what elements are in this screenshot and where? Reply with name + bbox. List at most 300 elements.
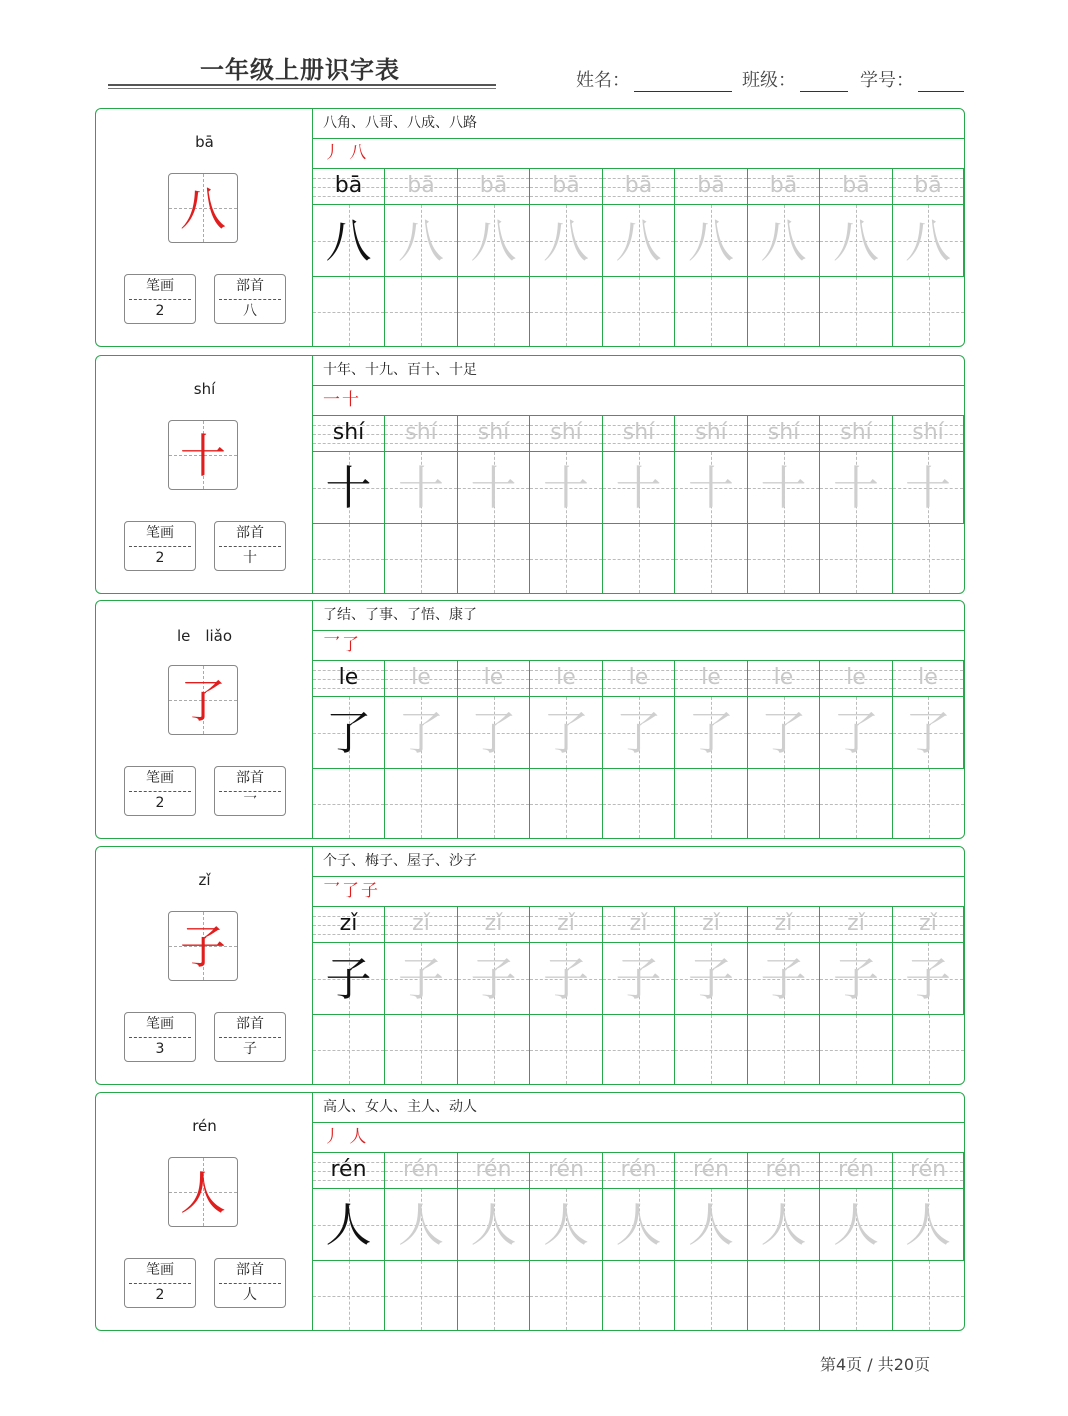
stroke-count-box [124,274,196,324]
blank-writing-cell[interactable] [385,524,458,593]
pinyin-trace: rén [765,1157,802,1182]
stroke-count-box [124,1012,196,1062]
grid-guide [675,804,747,805]
character-info-panel [96,109,313,346]
radical-value: 八 [243,303,257,319]
character-trace: 子 [543,952,589,1006]
blank-writing-cell[interactable] [820,524,893,593]
writing-cell[interactable] [893,205,964,277]
character-pinyin: le liǎo [176,627,233,645]
pinyin-trace: zǐ [629,911,648,936]
pinyin-trace: rén [837,1157,875,1182]
grid-guide [820,1296,892,1297]
blank-writing-cell[interactable] [603,769,675,838]
grid-guide [820,804,892,805]
blank-writing-cell[interactable] [748,1015,820,1084]
grid-guide [820,559,892,560]
character-display-box [168,173,238,243]
pinyin-cell[interactable] [385,416,458,452]
grid-guide [385,1050,457,1051]
writing-cell[interactable] [893,943,964,1015]
writing-cell[interactable] [385,943,458,1015]
blank-writing-cell[interactable] [385,1015,458,1084]
writing-cell[interactable] [675,205,748,277]
grid-guide [675,1050,747,1051]
character-info-panel [96,1093,313,1330]
grid-guide [458,312,529,313]
writing-cell[interactable] [675,1189,748,1261]
character-trace: 了 [905,706,951,760]
stroke-count-value: 2 [155,1287,165,1303]
grid-guide [385,559,457,560]
stroke-count-value: 2 [155,550,165,566]
pinyin-cell[interactable] [603,1153,675,1189]
character-trace: 了 [760,706,807,760]
pinyin-model: zǐ [339,911,358,936]
blank-writing-cell[interactable] [458,524,530,593]
writing-cell[interactable] [385,1189,458,1261]
writing-cell[interactable] [748,1189,820,1261]
character-trace: 了 [543,706,589,760]
radical-box [214,1012,286,1062]
pinyin-cell[interactable] [385,1153,458,1189]
blank-writing-cell[interactable] [748,277,820,346]
writing-cell[interactable] [458,943,530,1015]
stroke-order: 一十 [313,386,964,416]
pinyin-cell[interactable] [530,661,603,697]
stroke-count-box [124,1258,196,1308]
character-trace: 八 [760,214,807,268]
grid-guide [603,312,674,313]
pinyin-cell[interactable] [748,907,820,943]
writing-cell [313,205,385,277]
stroke-count-label: 笔画 [146,1262,174,1278]
pinyin-cell[interactable] [820,661,893,697]
character-glyph: 了 [180,674,226,728]
pinyin-cell[interactable] [385,661,458,697]
divider [129,791,191,792]
pinyin-trace: le [411,665,431,690]
example-words: 高人、女人、主人、动人 [313,1093,964,1123]
blank-writing-cell[interactable] [530,524,603,593]
blank-writing-cell[interactable] [893,1261,964,1330]
blank-writing-cell[interactable] [603,1015,675,1084]
character-info-panel [96,847,313,1084]
pinyin-trace: rén [402,1157,440,1182]
writing-cell[interactable] [530,452,603,524]
pinyin-trace: shí [477,420,510,445]
blank-writing-cell[interactable] [530,277,603,346]
radical-value: 人 [243,1287,257,1303]
writing-cell[interactable] [530,1189,603,1261]
pinyin-trace: rén [475,1157,512,1182]
writing-cell[interactable] [748,205,820,277]
stroke-count-label: 笔画 [146,525,174,541]
pinyin-cell[interactable] [820,169,893,205]
pinyin-trace: le [773,665,794,690]
practice-grid [313,661,964,838]
character-trace: 十 [688,461,734,515]
writing-cell[interactable] [603,697,675,769]
pinyin-cell[interactable] [893,907,964,943]
blank-writing-cell[interactable] [313,1261,385,1330]
pinyin-cell[interactable] [458,661,530,697]
stroke-count-value: 2 [155,795,165,811]
worksheet-header [0,0,1068,100]
practice-panel [313,356,964,593]
pinyin-cell[interactable] [893,661,964,697]
writing-cell[interactable] [748,452,820,524]
divider [129,1037,191,1038]
pinyin-model: rén [330,1157,367,1182]
character-trace: 十 [833,461,879,515]
blank-writing-cell[interactable] [458,1015,530,1084]
radical-value: 乛 [243,795,257,811]
blank-writing-cell[interactable] [603,277,675,346]
grid-guide [313,1050,384,1051]
writing-cell[interactable] [530,205,603,277]
blank-writing-cell[interactable] [820,1261,893,1330]
pinyin-trace: bā [914,173,942,198]
pinyin-cell[interactable] [893,416,964,452]
writing-cell[interactable] [820,697,893,769]
practice-panel [313,601,964,838]
pinyin-cell[interactable] [748,416,820,452]
blank-writing-cell[interactable] [893,769,964,838]
pinyin-trace: shí [912,420,944,445]
character-block [95,600,965,839]
pinyin-cell[interactable] [603,169,675,205]
blank-writing-cell[interactable] [603,524,675,593]
blank-writing-cell[interactable] [385,1261,458,1330]
blank-writing-cell[interactable] [675,1261,748,1330]
blank-writing-cell[interactable] [675,524,748,593]
character-glyph: 人 [180,1166,226,1220]
writing-cell[interactable] [893,452,964,524]
grid-guide [603,804,674,805]
pinyin-cell[interactable] [748,169,820,205]
character-pinyin: bā [195,133,214,151]
pinyin-cell[interactable] [458,1153,530,1189]
pinyin-cell[interactable] [893,1153,964,1189]
writing-cell[interactable] [458,1189,530,1261]
pinyin-trace: rén [620,1157,657,1182]
writing-cell[interactable] [603,1189,675,1261]
writing-cell[interactable] [530,943,603,1015]
pinyin-cell[interactable] [603,907,675,943]
pinyin-trace: rén [909,1157,947,1182]
pinyin-cell[interactable] [675,907,748,943]
grid-guide [458,1296,529,1297]
practice-grid [313,907,964,1084]
character-trace: 人 [833,1198,879,1252]
grid-guide [893,1050,964,1051]
pinyin-trace: zǐ [702,911,720,936]
class-line[interactable] [800,73,848,92]
grid-guide [893,312,964,313]
grid-guide [530,804,602,805]
character-trace: 八 [615,214,662,268]
pinyin-cell[interactable] [675,416,748,452]
character-pinyin: zǐ [198,871,211,889]
pinyin-cell[interactable] [820,416,893,452]
blank-writing-cell[interactable] [820,1015,893,1084]
character-pinyin: rén [192,1117,217,1135]
grid-guide [893,804,964,805]
pinyin-cell[interactable] [530,416,603,452]
writing-cell[interactable] [603,205,675,277]
grid-guide [458,804,529,805]
blank-writing-cell[interactable] [530,1015,603,1084]
grid-guide [748,559,819,560]
pinyin-cell[interactable] [530,1153,603,1189]
grid-guide [893,1296,964,1297]
divider [219,791,281,792]
writing-cell[interactable] [820,205,893,277]
character-trace: 人 [905,1198,951,1252]
pinyin-cell[interactable] [748,1153,820,1189]
blank-writing-cell[interactable] [385,277,458,346]
writing-cell[interactable] [603,943,675,1015]
character-trace: 了 [398,706,444,760]
radical-value: 十 [243,550,257,566]
pinyin-model: bā [334,173,363,198]
character-trace: 子 [470,952,517,1006]
student-id-line[interactable] [918,73,964,92]
character-trace: 八 [833,214,879,268]
stroke-order: 丿 八 [313,139,964,169]
grid-guide [820,1050,892,1051]
blank-writing-cell[interactable] [675,277,748,346]
character-display-box [168,420,238,490]
writing-cell[interactable] [458,205,530,277]
example-words: 了结、了事、了悟、康了 [313,601,964,631]
pinyin-trace: zǐ [412,911,430,936]
practice-grid [313,1153,964,1330]
grid-guide [313,559,384,560]
pinyin-trace: le [628,665,649,690]
pinyin-cell[interactable] [458,169,530,205]
writing-cell[interactable] [385,697,458,769]
blank-writing-cell[interactable] [748,769,820,838]
practice-panel [313,109,964,346]
writing-cell[interactable] [820,452,893,524]
blank-writing-cell[interactable] [458,277,530,346]
pinyin-trace: le [556,665,576,690]
writing-cell[interactable] [385,452,458,524]
character-glyph: 八 [180,182,226,236]
radical-box [214,1258,286,1308]
stroke-count-label: 笔画 [146,770,174,786]
grid-guide [603,559,674,560]
pinyin-cell[interactable] [675,169,748,205]
grid-guide [675,1296,747,1297]
character-info-panel [96,356,313,593]
blank-writing-cell[interactable] [893,524,964,593]
pinyin-cell[interactable] [530,907,603,943]
pinyin-cell[interactable] [820,1153,893,1189]
pinyin-trace: le [846,665,866,690]
grid-guide [313,1296,384,1297]
pinyin-cell[interactable] [458,907,530,943]
blank-writing-cell[interactable] [313,524,385,593]
writing-cell[interactable] [748,943,820,1015]
character-model: 了 [325,706,372,760]
blank-writing-cell[interactable] [458,1261,530,1330]
grid-guide [530,1050,602,1051]
practice-panel [313,1093,964,1330]
pinyin-cell [313,907,385,943]
divider [219,1037,281,1038]
character-model: 子 [325,952,372,1006]
blank-writing-cell[interactable] [748,524,820,593]
name-line[interactable] [634,73,732,92]
blank-writing-cell[interactable] [313,1015,385,1084]
character-block [95,355,965,594]
character-block [95,108,965,347]
pinyin-cell[interactable] [385,907,458,943]
pinyin-trace: zǐ [484,911,503,936]
character-trace: 了 [615,706,662,760]
title-underline [108,84,496,86]
pinyin-trace: bā [407,173,435,198]
blank-writing-cell[interactable] [675,769,748,838]
divider [129,1283,191,1284]
blank-writing-cell[interactable] [530,769,603,838]
practice-grid [313,169,964,346]
writing-cell[interactable] [385,205,458,277]
grid-guide [603,1050,674,1051]
character-trace: 十 [905,461,951,515]
pinyin-trace: zǐ [774,911,793,936]
class-field[interactable] [742,66,848,92]
character-trace: 子 [833,952,879,1006]
character-trace: 十 [470,461,517,515]
pinyin-trace: zǐ [847,911,865,936]
pinyin-cell[interactable] [458,416,530,452]
writing-cell[interactable] [820,1189,893,1261]
divider [219,546,281,547]
character-info-panel [96,601,313,838]
writing-cell[interactable] [675,452,748,524]
pinyin-trace: bā [842,173,870,198]
pinyin-cell[interactable] [603,661,675,697]
blank-writing-cell[interactable] [893,1015,964,1084]
character-trace: 八 [905,214,951,268]
grid-guide [603,1296,674,1297]
example-words: 十年、十九、百十、十足 [313,356,964,386]
character-model: 十 [325,461,372,515]
radical-box [214,766,286,816]
blank-writing-cell[interactable] [675,1015,748,1084]
grid-guide [675,559,747,560]
character-trace: 人 [615,1198,662,1252]
pinyin-trace: le [483,665,504,690]
pinyin-cell[interactable] [893,169,964,205]
stroke-order: 丿 人 [313,1123,964,1153]
character-trace: 人 [398,1198,444,1252]
pinyin-cell[interactable] [675,1153,748,1189]
divider [129,546,191,547]
pinyin-trace: bā [479,173,508,198]
pinyin-cell[interactable] [820,907,893,943]
writing-cell[interactable] [530,697,603,769]
writing-cell [313,1189,385,1261]
character-glyph: 十 [180,429,226,483]
radical-value: 子 [243,1041,257,1057]
grid-guide [530,1296,602,1297]
character-trace: 八 [543,214,589,268]
character-trace: 十 [760,461,807,515]
grid-guide [385,312,457,313]
pinyin-cell [313,416,385,452]
blank-writing-cell[interactable] [820,277,893,346]
blank-writing-cell[interactable] [603,1261,675,1330]
grid-guide [385,1296,457,1297]
practice-panel [313,847,964,1084]
character-glyph: 子 [180,920,226,974]
writing-cell[interactable] [675,697,748,769]
blank-writing-cell[interactable] [820,769,893,838]
pinyin-cell[interactable] [530,169,603,205]
blank-writing-cell[interactable] [458,769,530,838]
radical-label: 部首 [236,525,264,541]
pinyin-trace: bā [697,173,725,198]
blank-writing-cell[interactable] [313,277,385,346]
writing-cell [313,697,385,769]
pinyin-model: le [338,665,359,690]
character-trace: 子 [905,952,951,1006]
character-trace: 人 [688,1198,734,1252]
pinyin-cell[interactable] [385,169,458,205]
blank-writing-cell[interactable] [385,769,458,838]
student-id-label: 学号： [860,70,914,91]
grid-guide [675,312,747,313]
writing-cell[interactable] [748,697,820,769]
character-trace: 了 [688,706,734,760]
writing-cell[interactable] [675,943,748,1015]
blank-writing-cell[interactable] [313,769,385,838]
grid-guide [313,804,384,805]
writing-cell[interactable] [893,697,964,769]
grid-guide [820,312,892,313]
blank-writing-cell[interactable] [893,277,964,346]
character-model: 八 [325,214,372,268]
writing-cell[interactable] [458,452,530,524]
character-trace: 八 [470,214,517,268]
stroke-count-label: 笔画 [146,278,174,294]
writing-cell[interactable] [603,452,675,524]
writing-cell[interactable] [893,1189,964,1261]
pinyin-trace: rén [547,1157,585,1182]
stroke-order: 乛了子 [313,877,964,907]
student-id-field[interactable] [860,66,964,92]
grid-guide [748,804,819,805]
grid-guide [458,1050,529,1051]
pinyin-cell[interactable] [603,416,675,452]
pinyin-trace: zǐ [557,911,575,936]
divider [219,299,281,300]
pinyin-cell[interactable] [748,661,820,697]
writing-cell[interactable] [820,943,893,1015]
blank-writing-cell[interactable] [748,1261,820,1330]
blank-writing-cell[interactable] [530,1261,603,1330]
pinyin-cell[interactable] [675,661,748,697]
name-field[interactable] [576,66,732,92]
character-display-box [168,665,238,735]
character-block [95,846,965,1085]
writing-cell[interactable] [458,697,530,769]
